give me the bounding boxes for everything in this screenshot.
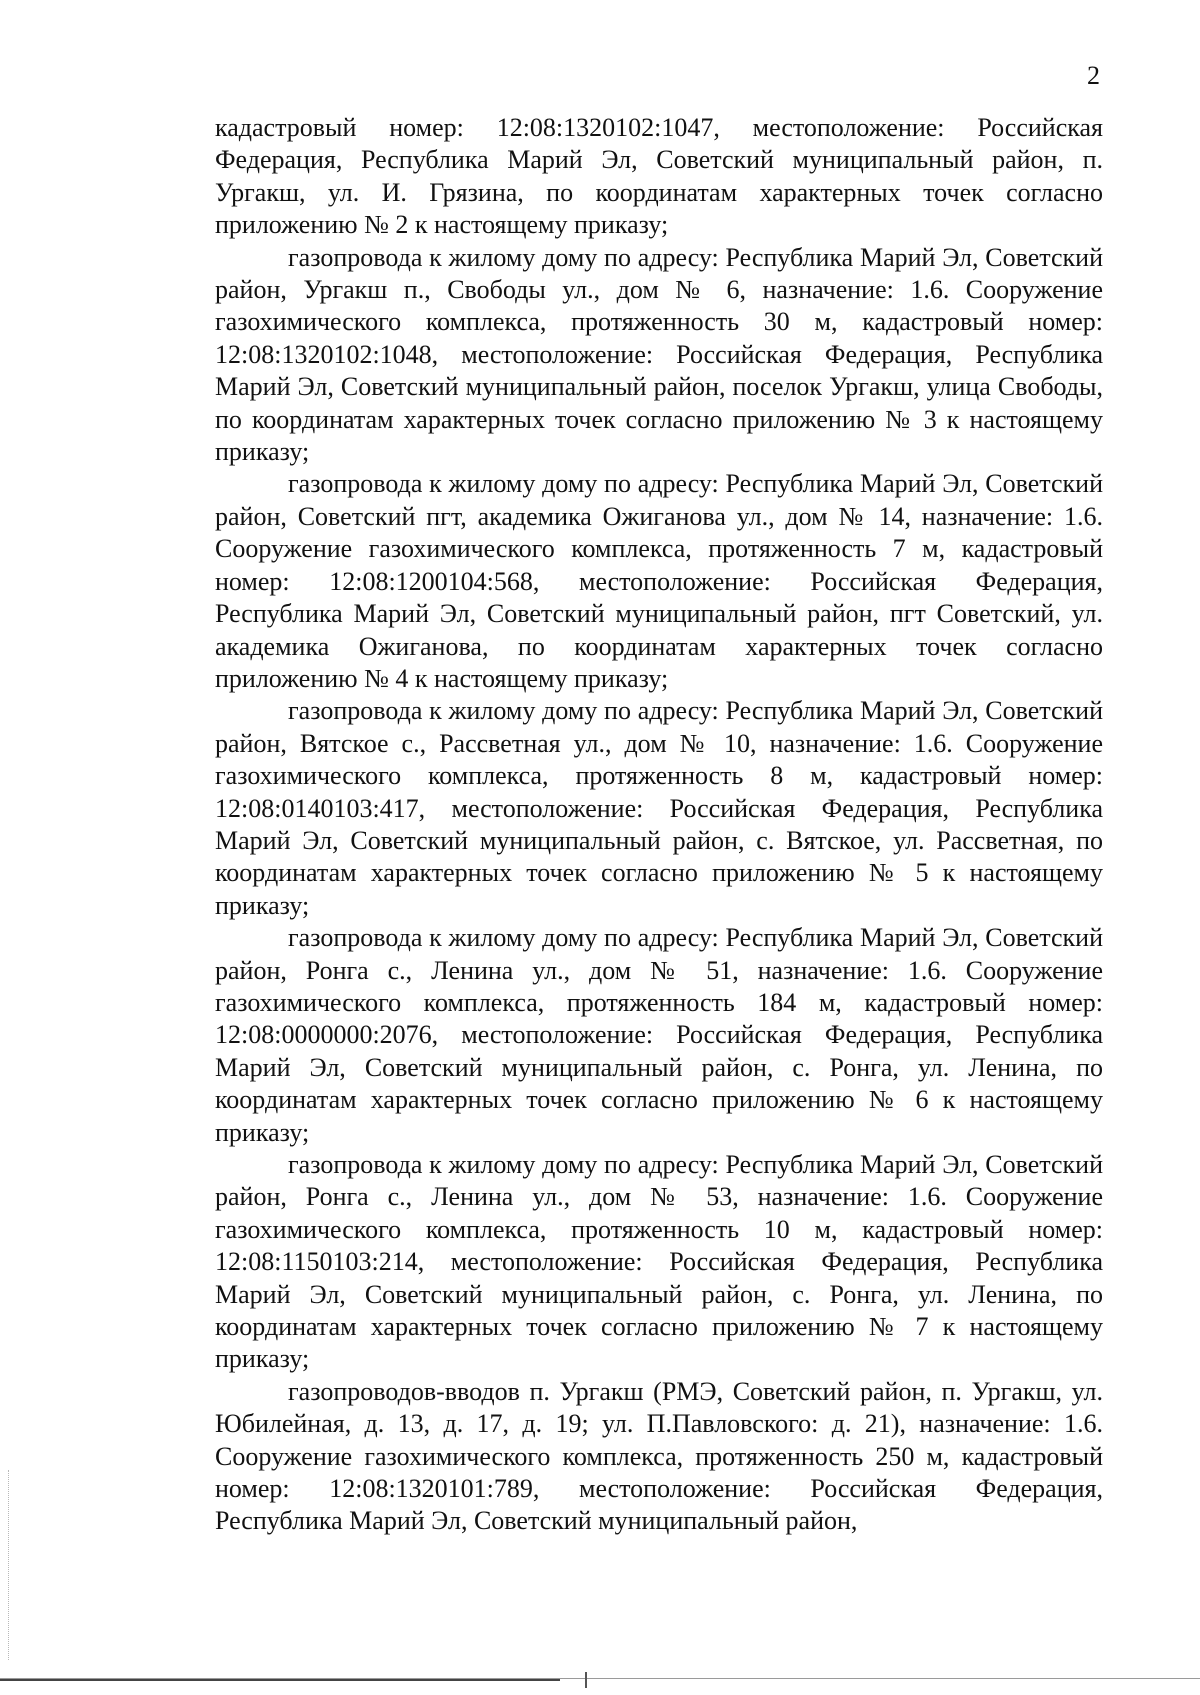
scan-artifact-left-edge: [8, 1470, 9, 1660]
paragraph: газопровода к жилому дому по адресу: Республика Марий Эл, Советский район, Ронга с., Ленина ул., дом № 51, назначение: 1.6. Сооружение газохимического комплекса, протяженность 184 м, кадастровый номер: 12:08:0000000:2076, местоположение: Российская Федерация, Республика Марий Эл, Советский муниципальный район, с. Ронга, ул. Ленина, по координатам характерных точек согласно приложению № 6 к настоящему приказу;: [215, 923, 1103, 1147]
paragraph: газопроводов-вводов п. Ургакш (РМЭ, Советский район, п. Ургакш, ул. Юбилейная, д. 13, д. 17, д. 19; ул. П.Павловского: д. 21), назначение: 1.6. Сооружение газохимического комплекса, протяженность 250 м, кадастровый номер: 12:08:1320101:789, местоположение: Российская Федерация, Республика Марий Эл, Советский муниципальный район,: [215, 1376, 1103, 1536]
paragraph: газопровода к жилому дому по адресу: Республика Марий Эл, Советский район, Вятское с., Рассветная ул., дом № 10, назначение: 1.6. Сооружение газохимического комплекса, протяженность 8 м, кадастровый номер: 12:08:0140103:417, местоположение: Российская Федерация, Республика Марий Эл, Советский муниципальный район, с. Вятское, ул. Рассветная, по координатам характерных точек согласно приложению № 5 к настоящему приказу;: [215, 696, 1103, 920]
paragraph: газопровода к жилому дому по адресу: Республика Марий Эл, Советский район, Советский пгт, академика Ожиганова ул., дом № 14, назначение: 1.6. Сооружение газохимического комплекса, протяженность 7 м, кадастровый номер: 12:08:1200104:568, местоположение: Российская Федерация, Республика Марий Эл, Советский муниципальный район, пгт Советский, ул. академика Ожиганова, по координатам характерных точек согласно приложению № 4 к настоящему приказу;: [215, 469, 1103, 693]
page-number: 2: [1087, 61, 1100, 90]
scan-artifact-tick: [585, 1672, 587, 1688]
document-body: [215, 112, 1103, 1538]
paragraph: газопровода к жилому дому по адресу: Республика Марий Эл, Советский район, Ургакш п., Свободы ул., дом № 6, назначение: 1.6. Сооружение газохимического комплекса, протяженность 30 м, кадастровый номер: 12:08:1320102:1048, местоположение: Российская Федерация, Республика Марий Эл, Советский муниципальный район, поселок Ургакш, улица Свободы, по координатам характерных точек согласно приложению № 3 к настоящему приказу;: [215, 242, 1103, 467]
paragraph: кадастровый номер: 12:08:1320102:1047, местоположение: Российская Федерация, Республика Марий Эл, Советский муниципальный район, п. Ургакш, ул. И. Грязина, по координатам характерных точек согласно приложению № 2 к настоящему приказу;: [215, 113, 1103, 240]
paragraph: газопровода к жилому дому по адресу: Республика Марий Эл, Советский район, Ронга с., Ленина ул., дом № 53, назначение: 1.6. Сооружение газохимического комплекса, протяженность 10 м, кадастровый номер: 12:08:1150103:214, местоположение: Российская Федерация, Республика Марий Эл, Советский муниципальный район, с. Ронга, ул. Ленина, по координатам характерных точек согласно приложению № 7 к настоящему приказу;: [215, 1150, 1103, 1374]
scan-artifact-bottom-line-dark: [0, 1679, 560, 1681]
